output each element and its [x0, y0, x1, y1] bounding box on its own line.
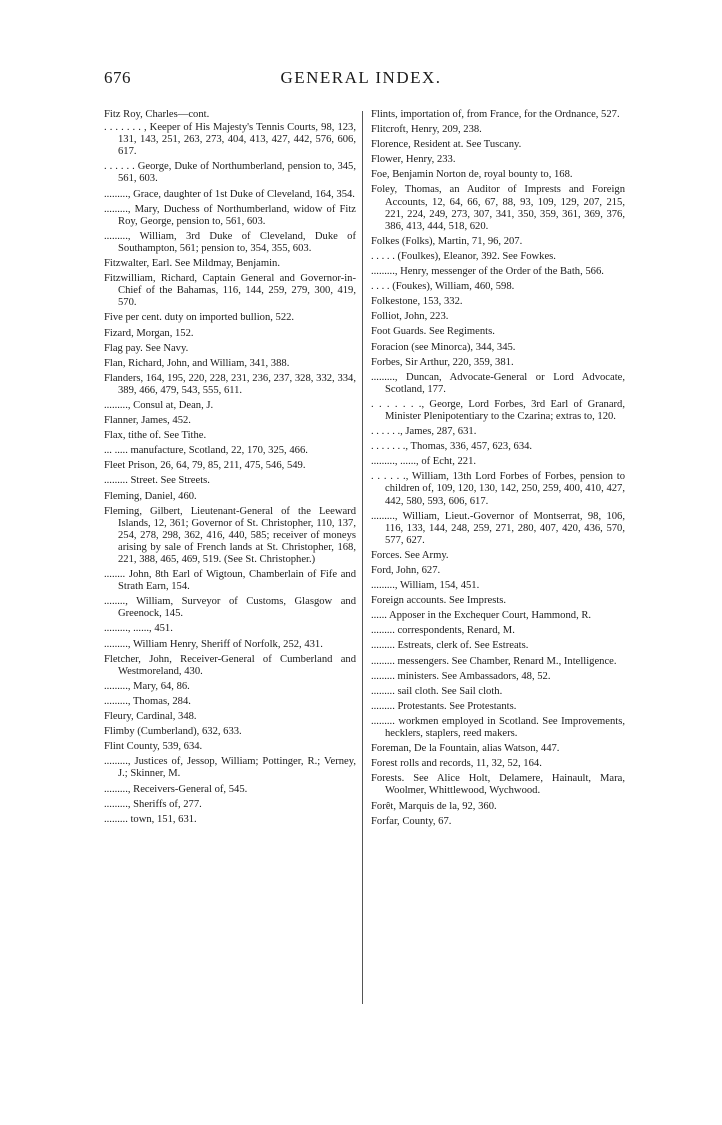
- index-entry: Fleming, Gilbert, Lieutenant-General of the Leeward Islands, 12, 361; Governor of St. Christopher, 110, 137, 254, 278, 298, 362, 416, 440, 585; receiver of moneys arising by sale of French lands at St. Christopher, 168, 221, 388, 465, 469, 519. (See St. Christopher.): [104, 505, 356, 565]
- index-entry: ......... ministers. See Ambassadors, 48, 52.: [371, 670, 551, 682]
- index-entry: ........., Grace, daughter of 1st Duke of Cleveland, 164, 354.: [104, 188, 355, 200]
- index-entry: Forests. See Alice Holt, Delamere, Hainault, Mara, Woolmer, Whittlewood, Wychwood.: [371, 773, 625, 797]
- index-entry: ........., Consul at, Dean, J.: [104, 399, 214, 411]
- index-entry: Foot Guards. See Regiments.: [371, 326, 495, 338]
- index-entry: ......... sail cloth. See Sail cloth.: [371, 685, 503, 697]
- index-entry: Fleet Prison, 26, 64, 79, 85, 211, 475, 546, 549.: [104, 460, 306, 472]
- index-entry: Forêt, Marquis de la, 92, 360.: [371, 800, 497, 812]
- column-divider: [362, 111, 363, 1004]
- index-entry: Forfar, County, 67.: [371, 815, 452, 827]
- index-entry: Flag pay. See Navy.: [104, 342, 189, 354]
- index-entry: Foley, Thomas, an Auditor of Imprests and Foreign Accounts, 12, 64, 66, 67, 88, 93, 109, 129, 207, 215, 221, 224, 249, 273, 307, 341, 350, 359, 361, 369, 376, 386, 413, 444, 518, 620.: [371, 184, 625, 232]
- index-entry: Fitzwalter, Earl. See Mildmay, Benjamin.: [104, 258, 280, 270]
- index-entry: ........, William, Surveyor of Customs, Glasgow and Greenock, 145.: [104, 596, 356, 620]
- index-entry: ......... messengers. See Chamber, Renard M., Intelligence.: [371, 655, 617, 667]
- index-entry: Flitcroft, Henry, 209, 238.: [371, 124, 482, 136]
- index-entry: ........., Sheriffs of, 277.: [104, 798, 202, 810]
- index-entry: Fizard, Morgan, 152.: [104, 327, 194, 339]
- index-entry: . . . . . . George, Duke of Northumberland, pension to, 345, 561, 603.: [104, 161, 356, 185]
- index-entry: . . . . . . ., Thomas, 336, 457, 623, 634.: [371, 441, 533, 453]
- index-entry: ......... town, 151, 631.: [104, 813, 197, 825]
- left-index-column: [104, 109, 356, 829]
- index-entry: Flints, importation of, from France, for the Ordnance, 527.: [371, 109, 620, 120]
- index-entry: Five per cent. duty on imported bullion, 522.: [104, 312, 295, 324]
- right-index-column: [371, 109, 625, 831]
- index-entry: . . . . (Foukes), William, 460, 598.: [371, 281, 515, 293]
- index-entry: ........., Mary, 64, 86.: [104, 680, 190, 692]
- index-entry: ........ John, 8th Earl of Wigtoun, Chamberlain of Fife and Strath Earn, 154.: [104, 569, 356, 593]
- index-entry: Forbes, Sir Arthur, 220, 359, 381.: [371, 356, 514, 368]
- index-entry: . . . . . . ., George, Lord Forbes, 3rd Earl of Granard, Minister Plenipotentiary to the Czarina; extras to, 120.: [371, 398, 625, 422]
- index-entry: Folliot, John, 223.: [371, 311, 449, 323]
- index-entry: ......... Street. See Streets.: [104, 475, 210, 487]
- index-entry: Flower, Henry, 233.: [371, 154, 456, 166]
- index-entry: . . . . . (Foulkes), Eleanor, 392. See Fowkes.: [371, 250, 556, 262]
- index-entry: Forces. See Army.: [371, 549, 449, 561]
- index-entry: ......... Estreats, clerk of. See Estreats.: [371, 640, 529, 652]
- index-entry: ......... Protestants. See Protestants.: [371, 700, 517, 712]
- index-entry: Fleming, Daniel, 460.: [104, 490, 197, 502]
- index-entry: ........., Thomas, 284.: [104, 695, 191, 707]
- index-entry: Flan, Richard, John, and William, 341, 388.: [104, 357, 290, 369]
- index-entry: ........., Henry, messenger of the Order of the Bath, 566.: [371, 266, 604, 278]
- index-entry: Flint County, 539, 634.: [104, 741, 203, 753]
- index-entry: ........., Mary, Duchess of Northumberland, widow of Fitz Roy, George, pension to, 561, 603.: [104, 203, 356, 227]
- index-entry: Foracion (see Minorca), 344, 345.: [371, 341, 516, 353]
- index-entry: Flimby (Cumberland), 632, 633.: [104, 726, 242, 738]
- index-entry: Foreman, De la Fountain, alias Watson, 447.: [371, 743, 560, 755]
- index-entry: Fitz Roy, Charles—cont.: [104, 109, 210, 120]
- page-number: 676: [104, 68, 131, 87]
- index-entry: ........., William, Lieut.-Governor of Montserrat, 98, 106, 116, 133, 144, 248, 259, 271, 280, 407, 420, 436, 570, 577, 627.: [371, 510, 625, 546]
- index-entry: Flanner, James, 452.: [104, 415, 191, 427]
- index-entry: Florence, Resident at. See Tuscany.: [371, 139, 522, 151]
- index-entry: ........., Justices of, Jessop, William; Pottinger, R.; Verney, J.; Skinner, M.: [104, 756, 356, 780]
- index-entry: Forest rolls and records, 11, 32, 52, 164.: [371, 758, 542, 770]
- index-entry: Folkes (Folks), Martin, 71, 96, 207.: [371, 235, 523, 247]
- index-entry: Ford, John, 627.: [371, 565, 441, 576]
- index-entry: ........., Duncan, Advocate-General or Lord Advocate, Scotland, 177.: [371, 371, 625, 395]
- index-entry: ......... correspondents, Renard, M.: [371, 625, 515, 637]
- index-entry: Flax, tithe of. See Tithe.: [104, 430, 207, 442]
- index-entry: Fleury, Cardinal, 348.: [104, 711, 197, 723]
- index-entry: ........., Receivers-General of, 545.: [104, 783, 248, 795]
- index-entry: ........., ......, 451.: [104, 623, 173, 635]
- index-entry: ........., William, 154, 451.: [371, 580, 480, 592]
- index-entry: ........., William, 3rd Duke of Cleveland, Duke of Southampton, 561; pension to, 354, 355, 603.: [104, 230, 356, 254]
- index-entry: Foe, Benjamin Norton de, royal bounty to, 168.: [371, 169, 573, 181]
- index-entry: ........., William Henry, Sheriff of Norfolk, 252, 431.: [104, 638, 323, 650]
- index-entry: ........., ......, of Echt, 221.: [371, 456, 477, 468]
- page-title: GENERAL INDEX.: [280, 68, 442, 87]
- index-entry: Flanders, 164, 195, 220, 228, 231, 236, 237, 328, 332, 334, 389, 466, 479, 543, 555, 611.: [104, 372, 356, 396]
- index-entry: . . . . . ., William, 13th Lord Forbes of Forbes, pension to children of, 109, 120, 130, 142, 250, 259, 400, 410, 427, 442, 580, 593, 606, 617.: [371, 471, 625, 507]
- index-entry: ......... workmen employed in Scotland. See Improvements, hecklers, staplers, reed makers.: [371, 715, 625, 740]
- index-entry: Foreign accounts. See Imprests.: [371, 595, 507, 607]
- index-entry: . . . . . ., James, 287, 631.: [371, 426, 477, 438]
- index-entry: ...... Apposer in the Exchequer Court, Hammond, R.: [371, 610, 592, 622]
- index-entry: Fletcher, John, Receiver-General of Cumberland and Westmoreland, 430.: [104, 653, 356, 677]
- index-entry: ... ..... manufacture, Scotland, 22, 170, 325, 466.: [104, 445, 308, 457]
- index-entry: . . . . . . . , Keeper of His Majesty's Tennis Courts, 98, 123, 131, 143, 251, 263, 273, 404, 413, 427, 442, 576, 606, 617.: [104, 122, 356, 158]
- index-entry: Fitzwilliam, Richard, Captain General and Governor-in-Chief of the Bahamas, 116, 144, 259, 279, 300, 419, 570.: [104, 273, 356, 309]
- index-entry: Folkestone, 153, 332.: [371, 296, 463, 308]
